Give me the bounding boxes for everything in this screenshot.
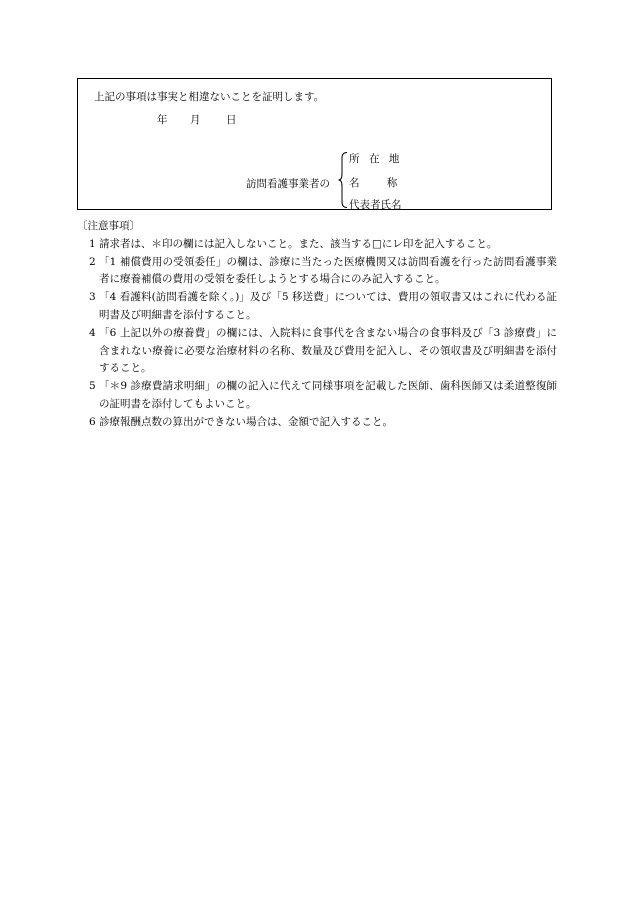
note-text: 診療報酬点数の算出ができない場合は、金額で記入すること。 [99, 415, 393, 428]
field-name-label: 名称 [349, 177, 425, 189]
note-item [77, 378, 557, 414]
note-item [77, 414, 557, 432]
certification-box [77, 78, 552, 210]
note-number: 3 [89, 291, 96, 304]
note-text: 「6 上記以外の療養費」の欄には、入院料に食事代を含まない場合の食事料及び「3 診療費」に含まれない療養に必要な治療材料の名称、数量及び費用を記入し、その領収書及び明細書を添付すること。 [99, 326, 557, 375]
note-text: 「＊9 診療費請求明細」の欄の記入に代えて同様事項を記載した医師、歯科医師又は柔道整復師の証明書を添付してもよいこと。 [99, 380, 557, 410]
notes-section [77, 218, 557, 432]
note-text: 「1 補償費用の受領委任」の欄は、診療に当たった医療機関又は訪問看護を行った訪問看護事業者に療養補償の費用の受領を委任しようとする場合にのみ記入すること。 [99, 255, 557, 286]
note-text: 請求者は、＊印の欄には記入しないこと。また、該当する□にレ印を記入すること。 [99, 237, 498, 250]
notes-heading: 〔注意事項〕 [77, 220, 140, 232]
note-number: 6 [89, 415, 96, 428]
note-text: 「4 看護料(訪問看護を除く。)」及び「5 移送費」については、費用の領収書又はこれに代わる証明書及び明細書を添付すること。 [99, 291, 557, 321]
note-item [77, 236, 557, 254]
brace-icon [338, 152, 348, 208]
note-item [77, 325, 557, 378]
note-item [77, 289, 557, 325]
field-address-label: 所在地 [349, 153, 409, 165]
date-month-label: 月 [190, 114, 201, 126]
note-item [77, 254, 557, 290]
provider-label: 訪問看護事業者の [246, 178, 330, 190]
note-number: 4 [89, 326, 96, 339]
note-number: 5 [89, 380, 96, 393]
certification-statement: 上記の事項は事実と相違ないことを証明します。 [94, 91, 325, 103]
field-representative-label: 代表者氏名 [349, 199, 402, 211]
date-day-label: 日 [226, 114, 237, 126]
note-number: 1 [89, 237, 96, 250]
date-year-label: 年 [157, 114, 168, 126]
note-number: 2 [89, 255, 96, 268]
